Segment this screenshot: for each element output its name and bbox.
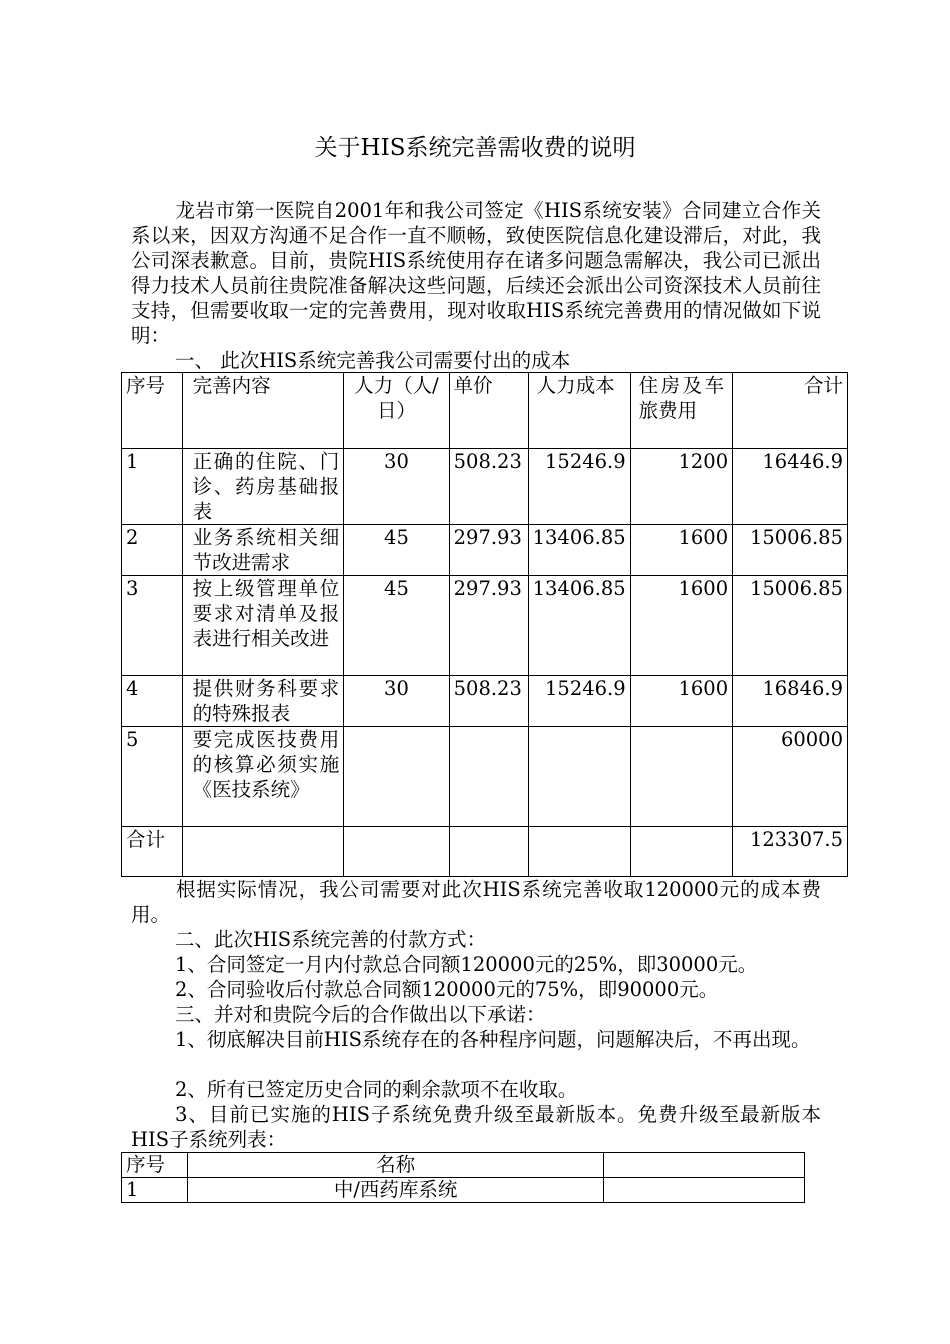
promise-paragraph-1 xyxy=(131,1027,821,1052)
row-no: 4 xyxy=(122,676,183,727)
row-manpower xyxy=(344,727,449,827)
row-travel xyxy=(630,727,732,827)
header-content: 完善内容 xyxy=(182,373,344,449)
subsystem-header-row xyxy=(122,1153,805,1178)
table-row xyxy=(122,449,848,525)
row-total: 16846.9 xyxy=(733,676,848,727)
row-price: 297.93 xyxy=(449,525,528,576)
table-row xyxy=(122,1178,805,1203)
sum-empty xyxy=(528,827,630,877)
payment-item-1: 1、合同签定一月内付款总合同额120000元的25%，即30000元。 xyxy=(175,953,758,976)
row-no: 2 xyxy=(122,525,183,576)
row-labor-cost: 13406.85 xyxy=(528,525,630,576)
promise-text-3: 3、目前已实施的HIS子系统免费升级至最新版本。免费升级至最新版本HIS子系统列表： xyxy=(131,1103,821,1151)
row-content: 提供财务科要求的特殊报表 xyxy=(182,676,344,727)
payment-item-2: 2、合同验收后付款总合同额120000元的75%，即90000元。 xyxy=(175,978,719,1001)
promise-text-1: 1、彻底解决目前HIS系统存在的各种程序问题，问题解决后，不再出现。 xyxy=(175,1028,811,1051)
header-labor-cost: 人力成本 xyxy=(528,373,630,449)
row-labor-cost xyxy=(528,727,630,827)
row-manpower: 45 xyxy=(344,576,449,676)
header-travel: 住房及车旅费用 xyxy=(630,373,732,449)
document-title: 关于HIS系统完善需收费的说明 xyxy=(314,135,636,161)
row-content: 业务系统相关细节改进需求 xyxy=(182,525,344,576)
intro-paragraph xyxy=(131,198,821,348)
header-manpower: 人力（人/日） xyxy=(344,373,449,449)
section-heading-1: 一、 此次HIS系统完善我公司需要付出的成本 xyxy=(175,349,571,372)
promise-item-2: 2、所有已签定历史合同的剩余款项不在收取。 xyxy=(175,1078,578,1101)
row-price: 508.23 xyxy=(449,449,528,525)
after-table-paragraph xyxy=(131,877,821,927)
row-content: 正确的住院、门诊、药房基础报表 xyxy=(182,449,344,525)
header-no: 序号 xyxy=(122,373,183,449)
row-price: 508.23 xyxy=(449,676,528,727)
table-row xyxy=(122,525,848,576)
table-row xyxy=(122,676,848,727)
sum-total: 123307.5 xyxy=(733,827,848,877)
sub-header-extra xyxy=(604,1153,805,1178)
table-row xyxy=(122,576,848,676)
row-travel: 1600 xyxy=(630,676,732,727)
row-travel: 1600 xyxy=(630,576,732,676)
row-labor-cost: 13406.85 xyxy=(528,576,630,676)
row-price xyxy=(449,727,528,827)
header-total: 合计 xyxy=(733,373,848,449)
row-total: 15006.85 xyxy=(733,576,848,676)
subsystem-table xyxy=(121,1152,805,1203)
row-content: 按上级管理单位要求对清单及报表进行相关改进 xyxy=(182,576,344,676)
sum-empty xyxy=(630,827,732,877)
row-no: 1 xyxy=(122,449,183,525)
row-manpower: 30 xyxy=(344,676,449,727)
row-labor-cost: 15246.9 xyxy=(528,676,630,727)
section-heading-3: 三、并对和贵院今后的合作做出以下承诺： xyxy=(175,1003,546,1026)
promise-paragraph-3 xyxy=(131,1102,821,1152)
cost-table-sum-row xyxy=(122,827,848,877)
row-manpower: 45 xyxy=(344,525,449,576)
row-price: 297.93 xyxy=(449,576,528,676)
row-content: 要完成医技费用的核算必须实施《医技系统》 xyxy=(182,727,344,827)
sum-empty xyxy=(344,827,449,877)
sum-empty xyxy=(449,827,528,877)
table-row xyxy=(122,727,848,827)
intro-text: 龙岩市第一医院自2001年和我公司签定《HIS系统安装》合同建立合作关系以来，因双方沟通不足合作一直不顺畅，致使医院信息化建设滞后，对此，我公司深表歉意。目前，贵院HIS系统使用存在诸多问题急需解决，我公司已派出得力技术人员前往贵院准备解决这些问题，后续还会派出公司资深技术人员前往支持，但需要收取一定的完善费用，现对收取HIS系统完善费用的情况做如下说明： xyxy=(131,199,821,347)
cost-table-header-row xyxy=(122,373,848,449)
header-price: 单价 xyxy=(449,373,528,449)
sub-header-no: 序号 xyxy=(122,1153,188,1178)
after-table-text: 根据实际情况，我公司需要对此次HIS系统完善收取120000元的成本费用。 xyxy=(131,878,821,926)
row-labor-cost: 15246.9 xyxy=(528,449,630,525)
row-no: 5 xyxy=(122,727,183,827)
row-total: 60000 xyxy=(733,727,848,827)
row-no: 3 xyxy=(122,576,183,676)
sub-row-extra xyxy=(604,1178,805,1203)
row-travel: 1600 xyxy=(630,525,732,576)
cost-table xyxy=(121,372,848,877)
section-heading-2: 二、此次HIS系统完善的付款方式： xyxy=(175,928,487,951)
row-travel: 1200 xyxy=(630,449,732,525)
sub-row-no: 1 xyxy=(122,1178,188,1203)
sub-header-name: 名称 xyxy=(187,1153,603,1178)
sum-empty xyxy=(182,827,344,877)
row-manpower: 30 xyxy=(344,449,449,525)
sub-row-name: 中/西药库系统 xyxy=(187,1178,603,1203)
row-total: 15006.85 xyxy=(733,525,848,576)
row-total: 16446.9 xyxy=(733,449,848,525)
sum-label: 合计 xyxy=(122,827,183,877)
